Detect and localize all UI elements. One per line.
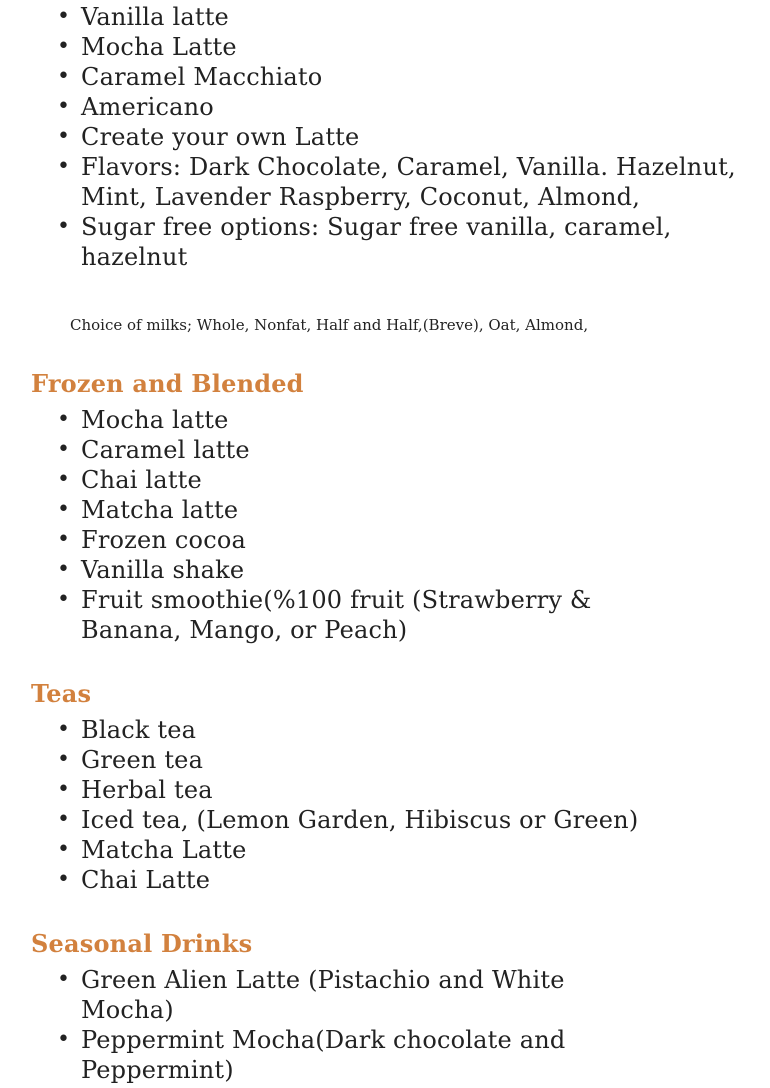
list-item: • Caramel latte xyxy=(57,435,757,465)
list-item: • Chai Latte xyxy=(57,865,757,895)
list-item: • Caramel Macchiato xyxy=(57,62,757,92)
list-item: • Peppermint Mocha(Dark chocolate and Peppermint) xyxy=(57,1025,661,1085)
list-item: • Create your own Latte xyxy=(57,122,757,152)
list-item: • Green tea xyxy=(57,745,757,775)
seasonal-list xyxy=(57,965,757,1085)
list-item: • Herbal tea xyxy=(57,775,757,805)
list-item: • Iced tea, (Lemon Garden, Hibiscus or Green) xyxy=(57,805,757,835)
list-item: • Mocha latte xyxy=(57,405,757,435)
milk-choice-note: Choice of milks; Whole, Nonfat, Half and Half,(Breve), Oat, Almond, xyxy=(70,316,589,334)
frozen-list xyxy=(57,405,757,645)
list-item: • Chai latte xyxy=(57,465,757,495)
section-heading-teas: Teas xyxy=(31,679,92,708)
teas-list xyxy=(57,715,757,895)
list-item: • Vanilla latte xyxy=(57,2,757,32)
list-item: • Fruit smoothie(%100 fruit (Strawberry & Banana, Mango, or Peach) xyxy=(57,585,681,645)
list-item: • Frozen cocoa xyxy=(57,525,757,555)
list-item: • Matcha latte xyxy=(57,495,757,525)
list-item: • Vanilla shake xyxy=(57,555,757,585)
list-item: • Green Alien Latte (Pistachio and White Mocha) xyxy=(57,965,661,1025)
list-item: • Americano xyxy=(57,92,757,122)
list-item: • Black tea xyxy=(57,715,757,745)
list-item: • Matcha Latte xyxy=(57,835,757,865)
lattes-list xyxy=(57,2,757,272)
list-item: • Sugar free options: Sugar free vanilla, caramel, hazelnut xyxy=(57,212,761,272)
section-heading-frozen: Frozen and Blended xyxy=(31,369,304,398)
list-item: • Mocha Latte xyxy=(57,32,757,62)
list-item: • Flavors: Dark Chocolate, Caramel, Vanilla. Hazelnut, Mint, Lavender Raspberry, Coconut, Almond, xyxy=(57,152,741,212)
section-heading-seasonal: Seasonal Drinks xyxy=(31,929,253,958)
